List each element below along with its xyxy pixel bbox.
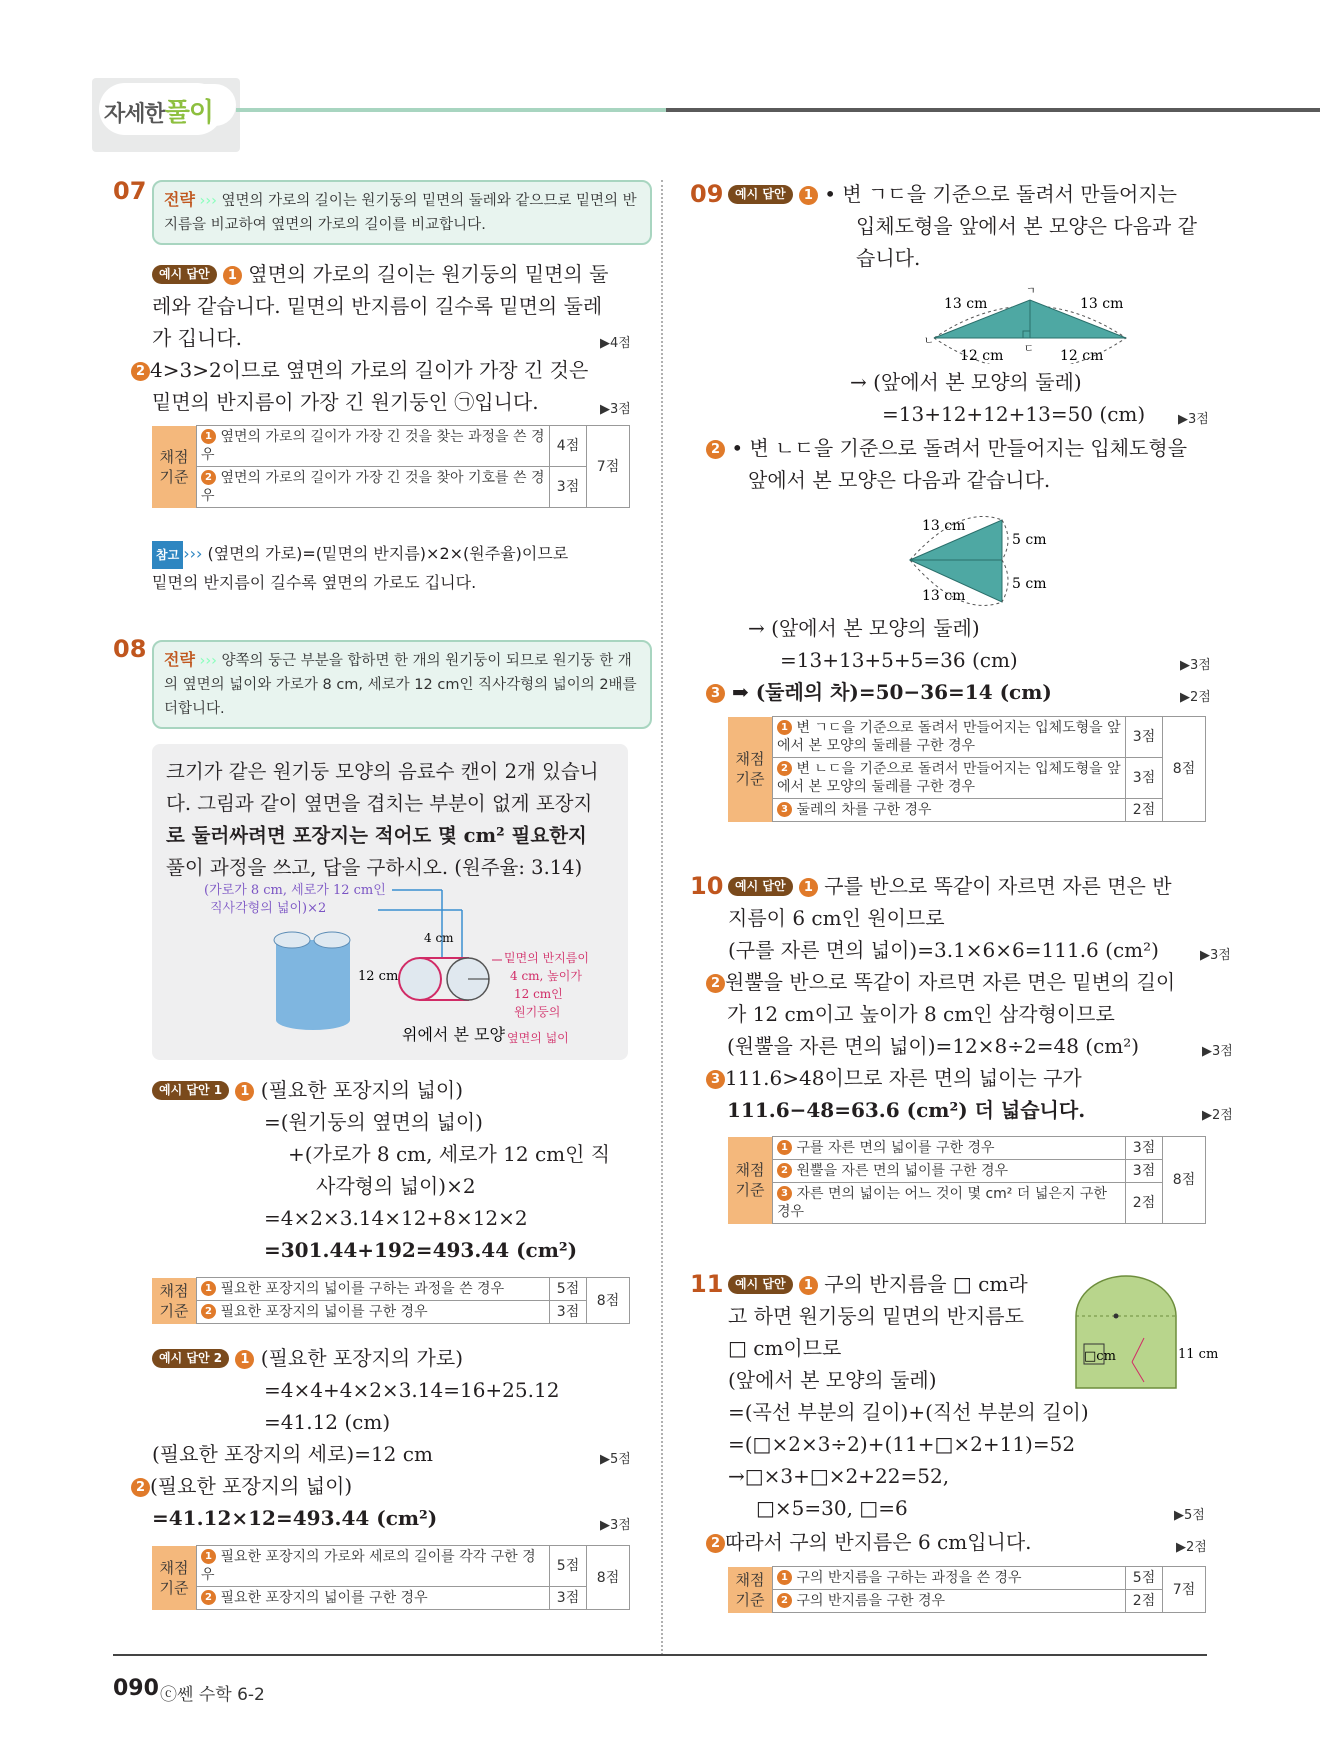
grade-label: 채점 기준: [728, 1137, 773, 1224]
grade-points: 3점: [550, 1587, 587, 1610]
step-1-icon: 1: [235, 1350, 254, 1369]
grade-row: [197, 1546, 550, 1587]
strategy-label: 전략: [164, 190, 195, 209]
answer-line: =301.44+192=493.44 (cm²): [264, 1238, 578, 1262]
header-title: 자세한풀이: [104, 98, 213, 128]
grade-row: [773, 717, 1126, 758]
front-view-figure: [1070, 1274, 1220, 1392]
points-label: ▶3점: [1202, 1044, 1233, 1059]
answer-line: 입체도형을 앞에서 본 모양은 다음과 같: [856, 214, 1197, 238]
answer-line: 4>3>2이므로 옆면의 가로의 길이가 가장 긴 것은: [150, 358, 589, 382]
grade-row: [773, 1160, 1126, 1183]
answer-line: 습니다.: [856, 246, 921, 270]
calc-block: [748, 612, 1018, 676]
fig-note: 4 cm, 높이가: [510, 969, 582, 983]
grade-points: 4점: [550, 426, 587, 467]
step-2-icon: 2: [706, 1534, 725, 1553]
grade-total: 8점: [1163, 1137, 1206, 1224]
grade-row: [773, 1183, 1126, 1224]
fig-vertex: ㄴ: [924, 336, 934, 347]
grade-total: 8점: [1163, 717, 1206, 822]
book-title: ⓒ쎈 수학 6-2: [160, 1685, 265, 1705]
fig-note: 12 cm인: [514, 987, 563, 1001]
grade-text: 옆면의 가로의 길이가 가장 긴 것을 찾는 과정을 쓴 경우: [201, 429, 545, 463]
answer-block: [728, 870, 1172, 966]
final-line: ➡ (둘레의 차)=50−36=14 (cm): [731, 680, 1052, 704]
answer-line: 구의 반지름을 □ cm라: [824, 1272, 1028, 1296]
fig-label: 13 cm: [922, 588, 966, 604]
example-badge: 예시 답안: [728, 1275, 793, 1294]
fig-caption: 위에서 본 모양: [402, 1025, 505, 1044]
grade-points: 3점: [550, 467, 587, 508]
column-divider: [661, 180, 663, 1655]
step-1-icon: 1: [223, 266, 242, 285]
answer-line: 고 하면 원기둥의 밑면의 반지름도: [728, 1304, 1024, 1328]
grade-label: 채점 기준: [152, 1278, 197, 1324]
grade-total: 8점: [587, 1546, 630, 1610]
grade-points: 5점: [1126, 1567, 1163, 1590]
answer-block-2: [706, 432, 1187, 496]
example-badge: 예시 답안 1: [152, 1081, 229, 1100]
grade-row: [197, 1278, 550, 1301]
example-badge: 예시 답안 2: [152, 1349, 229, 1368]
fig-radius-label: □cm: [1084, 1349, 1116, 1364]
step-3-icon: 3: [706, 1070, 725, 1089]
answer-line: (필요한 포장지의 세로)=12 cm: [152, 1442, 433, 1466]
calc-line: =13+13+5+5=36 (cm): [780, 648, 1018, 672]
grade-text: 필요한 포장지의 넓이를 구한 경우: [220, 1304, 428, 1320]
question-number: 10: [690, 872, 724, 900]
problem-text: [166, 756, 599, 884]
fig-note: (가로가 8 cm, 세로가 12 cm인: [204, 883, 386, 898]
grade-row: [197, 426, 550, 467]
points-label: ▶2점: [1180, 690, 1211, 705]
grade-label: 채점 기준: [728, 717, 773, 822]
note-text: (옆면의 가로)=(밑면의 반지름)×2×(원주율)이므로: [207, 544, 569, 563]
cans-icon: [274, 932, 350, 1030]
header-rule-light: [236, 108, 666, 112]
strategy-box: 전략 ››› 옆면의 가로의 길이는 원기둥의 밑면의 둘레와 같으므로 밑면의 반지름을 비교하여 옆면의 가로의 길이를 비교합니다.: [152, 180, 652, 245]
answer-line: 가 12 cm이고 높이가 8 cm인 삼각형이므로: [727, 1002, 1115, 1026]
answer-line: =41.12 (cm): [264, 1410, 391, 1434]
answer-line: =41.12×12=493.44 (cm²): [152, 1506, 438, 1530]
grading-table: [152, 1545, 630, 1610]
grading-table: [152, 425, 630, 508]
step-2-icon: 2: [131, 362, 150, 381]
grade-text: 변 ㄴㄷ을 기준으로 돌려서 만들어지는 입체도형을 앞에서 본 모양의 둘레를 구한 경우: [777, 761, 1121, 795]
answer-line: (필요한 포장지의 넓이): [260, 1078, 463, 1102]
fig-note: 직사각형의 넓이)×2: [210, 901, 327, 916]
answer-line: □ cm이므로: [728, 1336, 842, 1360]
wrap-figure: [152, 880, 628, 1060]
calc-line: → (앞에서 본 모양의 둘레): [748, 616, 980, 640]
footer-rule: [113, 1654, 1207, 1656]
grade-points: 3점: [1126, 1160, 1163, 1183]
grade-total: 7점: [587, 426, 630, 508]
step-2-icon: 2: [201, 470, 216, 485]
example-badge: 예시 답안: [728, 185, 793, 204]
step-2-icon: 2: [706, 440, 725, 459]
answer-line: +(가로가 8 cm, 세로가 12 cm인 직: [288, 1142, 611, 1166]
grade-points: 5점: [550, 1546, 587, 1587]
answer-block-2: [706, 1526, 1032, 1558]
answer-line: (원뿔을 자른 면의 넓이)=12×8÷2=48 (cm²): [727, 1034, 1140, 1058]
answer-block-2: [131, 354, 588, 418]
top-view-icon: [399, 958, 489, 1000]
note-label: 참고: [152, 541, 183, 569]
problem-line: 다. 그림과 같이 옆면을 겹치는 부분이 없게 포장지: [166, 792, 593, 815]
answer-line: 구를 반으로 똑같이 자르면 자른 면은 반: [824, 874, 1172, 898]
step-3-icon: 3: [706, 684, 725, 703]
step-1-icon: 1: [201, 1281, 216, 1296]
answer-line: →□×3+□×2+22=52,: [728, 1464, 950, 1488]
final-answer: [706, 676, 1052, 708]
answer-line: (앞에서 본 모양의 둘레): [728, 1368, 937, 1392]
points-label: ▶2점: [1176, 1540, 1207, 1555]
fig-height-label: 11 cm: [1178, 1347, 1219, 1362]
fig-label: 5 cm: [1012, 532, 1047, 548]
grade-text: 옆면의 가로의 길이가 가장 긴 것을 찾아 기호를 쓴 경우: [201, 470, 545, 504]
front-view-figure-2: [900, 508, 1080, 608]
grade-text: 필요한 포장지의 넓이를 구하는 과정을 쓴 경우: [220, 1281, 505, 1297]
calc-line: → (앞에서 본 모양의 둘레): [850, 370, 1082, 394]
grade-text: 변 ㄱㄷ을 기준으로 돌려서 만들어지는 입체도형을 앞에서 본 모양의 둘레를 구한 경우: [777, 720, 1121, 754]
grade-row: [197, 1301, 550, 1324]
answer-line: 따라서 구의 반지름은 6 cm입니다.: [725, 1530, 1032, 1554]
grading-table: [728, 1566, 1206, 1613]
step-2-icon: 2: [131, 1478, 150, 1497]
grade-row: [773, 799, 1126, 822]
answer-block: [728, 1268, 1089, 1524]
points-label: ▶2점: [1202, 1108, 1233, 1123]
step-1-icon: 1: [777, 1140, 792, 1155]
step-1-icon: 1: [799, 1276, 818, 1295]
step-3-icon: 3: [777, 1186, 792, 1201]
calc-block: [850, 366, 1145, 430]
points-label: ▶5점: [1174, 1508, 1205, 1523]
grading-table: [728, 1136, 1206, 1224]
fig-label: 5 cm: [1012, 576, 1047, 592]
step-2-icon: 2: [777, 1163, 792, 1178]
grade-text: 구를 자른 면의 넓이를 구한 경우: [796, 1140, 995, 1156]
points-label: ▶3점: [1200, 948, 1231, 963]
fig-label: 12 cm: [960, 348, 1004, 364]
grade-row: [773, 1567, 1126, 1590]
fig-vertex: ㄷ: [1024, 344, 1034, 355]
answer-line: (구를 자른 면의 넓이)=3.1×6×6=111.6 (cm²): [728, 938, 1159, 962]
strategy-box: 전략 ››› 양쪽의 둥근 부분을 합하면 한 개의 원기둥이 되므로 원기둥 한 개의 옆면의 넓이와 가로가 8 cm, 세로가 12 cm인 직사각형의 넓이의 2배를 더합니다.: [152, 640, 652, 729]
fig-vertex: ㄱ: [1026, 286, 1036, 297]
grade-text: 원뿔을 자른 면의 넓이를 구한 경우: [796, 1163, 1009, 1179]
points-label: ▶3점: [600, 402, 631, 417]
answer-block: [152, 258, 609, 354]
grade-label: 채점 기준: [152, 1546, 197, 1610]
grade-text: 필요한 포장지의 가로와 세로의 길이를 각각 구한 경우: [201, 1549, 536, 1583]
step-2-icon: 2: [201, 1304, 216, 1319]
grade-text: 둘레의 차를 구한 경우: [796, 802, 932, 818]
answer-block-2: [706, 966, 1175, 1126]
answer-1-block: [152, 1074, 610, 1266]
step-1-icon: 1: [235, 1082, 254, 1101]
answer-line: 가 깁니다.: [152, 326, 242, 350]
problem-line: 크기가 같은 원기둥 모양의 음료수 캔이 2개 있습니: [166, 760, 599, 783]
fig-height-label: 12 cm: [358, 969, 399, 984]
grade-points: 3점: [550, 1301, 587, 1324]
fig-label: 13 cm: [922, 518, 966, 534]
answer-line: =4×2×3.14×12+8×12×2: [264, 1206, 528, 1230]
points-label: ▶3점: [1180, 658, 1211, 673]
answer-line: 밑면의 반지름이 가장 긴 원기둥인 ㉠입니다.: [152, 390, 539, 414]
grade-points: 3점: [1126, 1137, 1163, 1160]
answer-line: (필요한 포장지의 가로): [260, 1346, 463, 1370]
step-3-icon: 3: [777, 802, 792, 817]
answer-2-block-b: [131, 1470, 437, 1534]
answer-line: 지름이 6 cm인 원이므로: [728, 906, 945, 930]
grade-text: 자른 면의 넓이는 어느 것이 몇 cm² 더 넓은지 구한 경우: [777, 1186, 1107, 1220]
points-label: ▶5점: [600, 1452, 631, 1467]
step-2-icon: 2: [706, 974, 725, 993]
answer-line: =(곡선 부분의 길이)+(직선 부분의 길이): [728, 1400, 1089, 1424]
step-2-icon: 2: [777, 1593, 792, 1608]
step-1-icon: 1: [799, 878, 818, 897]
grading-table: [728, 716, 1206, 822]
question-number: 08: [113, 635, 147, 663]
answer-line: 원뿔을 반으로 똑같이 자르면 자른 면은 밑변의 길이: [725, 970, 1176, 994]
points-label: ▶4점: [600, 336, 631, 351]
answer-line: 레와 같습니다. 밑면의 반지름이 길수록 밑면의 둘레: [152, 294, 603, 318]
grade-row: [773, 1590, 1126, 1613]
fig-note: 밑면의 반지름이: [504, 951, 589, 965]
grade-points: 3점: [1126, 717, 1163, 758]
problem-line: 풀이 과정을 쓰고, 답을 구하시오. (원주율: 3.14): [166, 856, 583, 879]
strategy-text: 옆면의 가로의 길이는 원기둥의 밑면의 둘레와 같으므로 밑면의 반지름을 비교하여 옆면의 가로의 길이를 비교합니다.: [164, 193, 637, 233]
grade-points: 2점: [1126, 1183, 1163, 1224]
fig-radius-label: 4 cm: [424, 931, 454, 945]
fig-note: 원기둥의: [514, 1005, 561, 1019]
grade-points: 5점: [550, 1278, 587, 1301]
question-number: 07: [113, 177, 147, 205]
grade-points: 2점: [1126, 799, 1163, 822]
front-view-figure-1: [920, 284, 1140, 364]
fig-label: 13 cm: [1080, 296, 1124, 312]
calc-line: =13+12+12+13=50 (cm): [882, 402, 1146, 426]
page-number: 090: [113, 1676, 159, 1701]
grade-text: 구의 반지름을 구한 경우: [796, 1593, 946, 1609]
grade-row: [197, 467, 550, 508]
answer-2-block: [152, 1342, 559, 1470]
grading-table: [152, 1277, 630, 1324]
grade-row: [773, 1137, 1126, 1160]
grade-total: 7점: [1163, 1567, 1206, 1613]
problem-line: 로 둘러싸려면 포장지는 적어도 몇 cm² 필요한지: [166, 824, 587, 847]
answer-line: 옆면의 가로의 길이는 원기둥의 밑면의 둘: [248, 262, 609, 286]
fig-label: 12 cm: [1060, 348, 1104, 364]
grade-row: [773, 758, 1126, 799]
answer-line: =4×4+4×2×3.14=16+25.12: [264, 1378, 560, 1402]
fig-note: 옆면의 넓이: [507, 1031, 569, 1045]
grade-text: 구의 반지름을 구하는 과정을 쓴 경우: [796, 1570, 1022, 1586]
answer-line: 111.6>48이므로 자른 면의 넓이는 구가: [725, 1066, 1082, 1090]
grade-text: 필요한 포장지의 넓이를 구한 경우: [220, 1590, 428, 1606]
answer-line: • 변 ㄱㄷ을 기준으로 돌려서 만들어지는: [824, 182, 1177, 206]
answer-line: =(□×2×3÷2)+(11+□×2+11)=52: [728, 1432, 1076, 1456]
step-1-icon: 1: [777, 1570, 792, 1585]
fig-label: 13 cm: [944, 296, 988, 312]
answer-block: [728, 178, 1197, 274]
points-label: ▶3점: [1178, 412, 1209, 427]
grade-row: [197, 1587, 550, 1610]
question-number: 11: [690, 1270, 724, 1298]
note-text: 밑면의 반지름이 길수록 옆면의 가로도 깁니다.: [152, 573, 477, 592]
strategy-label: 전략: [164, 650, 195, 669]
grade-points: 3점: [1126, 758, 1163, 799]
step-2-icon: 2: [201, 1590, 216, 1605]
answer-line: 111.6−48=63.6 (cm²) 더 넓습니다.: [727, 1098, 1086, 1122]
note-block: 참고 ››› (옆면의 가로)=(밑면의 반지름)×2×(원주율)이므로 밑면의 반지름이 길수록 옆면의 가로도 깁니다.: [152, 540, 568, 597]
answer-line: □×5=30, □=6: [756, 1496, 908, 1520]
answer-line: =(원기둥의 옆면의 넓이): [264, 1110, 483, 1134]
grade-points: 2점: [1126, 1590, 1163, 1613]
example-badge: 예시 답안: [728, 877, 793, 896]
step-1-icon: 1: [799, 186, 818, 205]
grade-label: 채점 기준: [728, 1567, 773, 1613]
header-rule-dark: [666, 108, 1320, 112]
step-1-icon: 1: [201, 429, 216, 444]
step-1-icon: 1: [777, 720, 792, 735]
answer-line: 사각형의 넓이)×2: [316, 1174, 476, 1198]
example-badge: 예시 답안: [152, 265, 217, 284]
step-2-icon: 2: [777, 761, 792, 776]
strategy-text: 양쪽의 둥근 부분을 합하면 한 개의 원기둥이 되므로 원기둥 한 개의 옆면의 넓이와 가로가 8 cm, 세로가 12 cm인 직사각형의 넓이의 2배를 더합니다.: [164, 653, 637, 717]
answer-line: 앞에서 본 모양은 다음과 같습니다.: [748, 468, 1051, 492]
points-label: ▶3점: [600, 1518, 631, 1533]
step-1-icon: 1: [201, 1549, 216, 1564]
answer-line: • 변 ㄴㄷ을 기준으로 돌려서 만들어지는 입체도형을: [731, 436, 1188, 460]
answer-line: (필요한 포장지의 넓이): [150, 1474, 353, 1498]
question-number: 09: [690, 180, 724, 208]
grade-label: 채점 기준: [152, 426, 197, 508]
grade-total: 8점: [587, 1278, 630, 1324]
